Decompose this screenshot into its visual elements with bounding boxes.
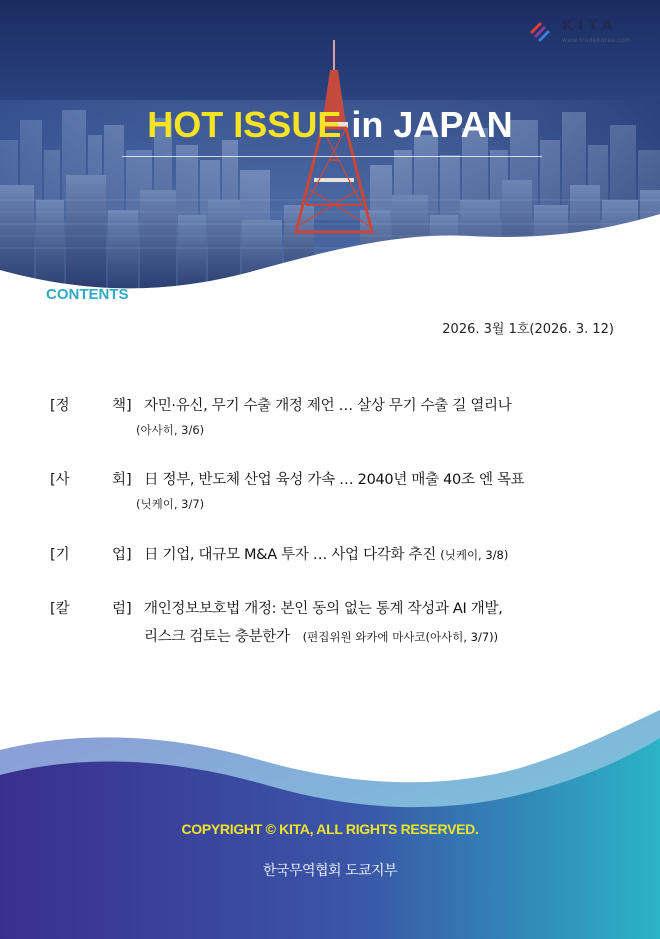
article-source: (닛케이, 3/8) <box>440 548 509 562</box>
kita-logo <box>528 16 638 50</box>
article-headline[interactable]: 日 정부, 반도체 산업 육성 가속 … 2040년 매출 40조 엔 목표 <box>144 472 525 488</box>
logo-url: www.tradeKorea.com <box>562 37 632 44</box>
article-source: (편집위원 와카에 마사코(아사히, 3/7)) <box>302 630 499 644</box>
logo-text: KITA <box>562 18 618 34</box>
article-source: (아사히, 3/6) <box>136 423 205 437</box>
title-divider <box>122 156 542 157</box>
issue-date: 2026. 3월 1호(2026. 3. 12) <box>442 322 614 337</box>
organization-name: 한국무역협회 도쿄지부 <box>262 863 398 879</box>
article-headline-continued[interactable]: 리스크 검토는 충분한가 (편집위원 와카에 마사코(아사히, 3/7)) <box>144 629 499 645</box>
article-headline[interactable]: 자민·유신, 무기 수출 개정 제언 … 살상 무기 수출 길 열리나 <box>144 398 512 414</box>
contents-heading: CONTENTS <box>46 286 129 303</box>
title-highlight: HOT ISSUE <box>147 104 342 145</box>
article-headline[interactable]: 日 기업, 대규모 M&A 투자 … 사업 다각화 추진 (닛케이, 3/8) <box>144 547 509 563</box>
page-title <box>0 100 660 150</box>
article-source: (닛케이, 3/7) <box>136 497 205 511</box>
kita-logo-icon <box>528 16 554 42</box>
report-cover: KITA www.tradeKorea.com HOT ISSUE in JAPAN CONTENTS 2026. 3월 1호(2026. 3. 12) [정 책] 자민·유신, 무기 수출 개정 제언 … 살상 무기 수출 길 열리나 (아사히, 3/6) [사 회] 日 정부, 반도체 산업 육성 가속 … 2040년 매출 40조 엔 목표 (닛케이, 3/7) [기 업] 日 기업, 대규모 M&A 투자 … 사업 다각화 추진 (닛케이, 3/8) [칼 럼] 개인정보보호법 개정: 본인 동의 없는 통계 작성과 AI 개발, 리스크 검토는 충분한가 (편집위원 와카에 마사코(아사히, 3/7)) COPYRIGHT © KITA, ALL RIGHTS RESERVED. 한국무역협회 도쿄지부 <box>0 0 660 939</box>
header-banner <box>0 0 660 300</box>
wave-background <box>0 690 660 939</box>
article-headline[interactable]: 개인정보보호법 개정: 본인 동의 없는 통계 작성과 AI 개발, <box>144 601 503 617</box>
title-rest: in JAPAN <box>341 104 513 145</box>
footer-wave <box>0 690 660 939</box>
copyright-text: COPYRIGHT © KITA, ALL RIGHTS RESERVED. <box>181 821 479 837</box>
